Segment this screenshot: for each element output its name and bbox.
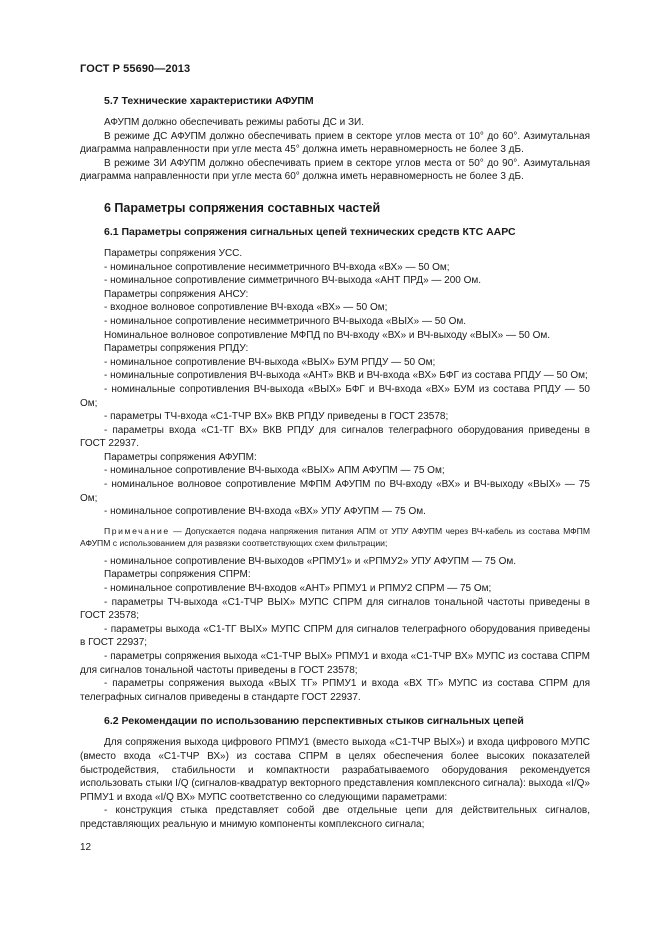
note-text: — Допускается подача напряжения питания АПМ от УПУ АФУПМ через ВЧ-кабель из состава МФПМ АФУПМ с использованием для развязки соответствующих схем фильтрации;	[80, 525, 590, 548]
paragraph: - номинальное волновое сопротивление МФПМ АФУПМ по ВЧ-входу «ВХ» и ВЧ-выходу «ВЫХ» — 75 Ом;	[80, 479, 590, 504]
paragraph: - номинальное сопротивление ВЧ-выхода «ВЫХ» АПМ АФУПМ — 75 Ом;	[104, 465, 445, 477]
paragraph: Параметры сопряжения СПРМ:	[104, 569, 251, 581]
note-label: Примечание	[104, 525, 170, 536]
paragraph: Номинальное волновое сопротивление МФПД по ВЧ-входу «ВХ» и ВЧ-выходу «ВЫХ» — 50 Ом.	[104, 329, 551, 341]
section-6-2-body	[80, 736, 590, 831]
section-6-1-body-a	[80, 247, 590, 519]
paragraph: - номинальное сопротивление ВЧ-входа «ВХ» УПУ АФУПМ — 75 Ом.	[104, 506, 426, 518]
paragraph: - номинальное сопротивление ВЧ-входов «АНТ» РПМУ1 и РПМУ2 СПРМ — 75 Ом;	[104, 583, 492, 595]
paragraph: - номинальное сопротивление несимметричного ВЧ-входа «ВХ» — 50 Ом;	[104, 261, 450, 273]
section-6-2-heading: 6.2 Рекомендации по использованию перспективных стыков сигнальных цепей	[104, 715, 524, 728]
paragraph: - номинальное сопротивление симметричного ВЧ-выхода «АНТ ПРД» — 200 Ом.	[104, 275, 482, 287]
page-content	[80, 95, 590, 832]
paragraph: - параметры сопряжения выхода «ВЫХ ТГ» РПМУ1 и входа «ВХ ТГ» МУПС из состава СПРМ для телеграфных сигналов приведены в стандарте ГОСТ 22937.	[80, 678, 590, 703]
section-5-7-body	[80, 116, 590, 184]
section-6-1-body-b	[80, 555, 590, 705]
paragraph: Параметры сопряжения АНСУ:	[104, 288, 249, 300]
paragraph: - параметры ТЧ-входа «С1-ТЧР ВХ» ВКВ РПДУ приведены в ГОСТ 23578;	[104, 411, 449, 423]
paragraph: - параметры входа «С1-ТГ ВХ» ВКВ РПДУ для сигналов телеграфного оборудования приведены в ГОСТ 22937.	[80, 424, 590, 450]
standard-header: ГОСТ Р 55690—2013	[80, 63, 191, 75]
paragraph: АФУПМ должно обеспечивать режимы работы ДС и ЗИ.	[104, 117, 364, 128]
paragraph: В режиме ЗИ АФУПМ должно обеспечивать прием в секторе углов места от 50° до 90°. Азимутальная диаграмма направленности при угле места 60° должна иметь неравномерность не более 3 дБ.	[80, 157, 590, 183]
paragraph: Параметры сопряжения РПДУ:	[104, 343, 249, 355]
paragraph: В режиме ДС АФУПМ должно обеспечивать прием в секторе углов места от 10° до 60°. Азимутальная диаграмма направленности при угле места 45° должна иметь неравномерность не более 3 дБ.	[80, 130, 590, 156]
paragraph: Параметры сопряжения УСС.	[104, 247, 243, 259]
section-6-heading: 6 Параметры сопряжения составных частей	[104, 200, 381, 215]
paragraph: - номинальное сопротивление ВЧ-выходов «РПМУ1» и «РПМУ2» УПУ АФУПМ — 75 Ом.	[104, 555, 517, 567]
paragraph: - входное волновое сопротивление ВЧ-входа «ВХ» — 50 Ом;	[104, 302, 388, 314]
paragraph: Параметры сопряжения АФУПМ:	[104, 451, 257, 463]
paragraph: - номинальные сопротивления ВЧ-выхода «ВЫХ» БФГ и ВЧ-входа «ВХ» БУМ из состава РПДУ — 50 Ом;	[80, 383, 590, 409]
paragraph: - параметры сопряжения выхода «С1-ТЧР ВЫХ» РПМУ1 и входа «С1-ТЧР ВХ» МУПС из состава СПРМ для сигналов тональной частоты приведены в ГОСТ 23578;	[80, 651, 590, 676]
paragraph: - конструкция стыка представляет собой две отдельные цепи для действительных сигналов, представляющих реальную и мнимую компоненты комплексного сигнала;	[80, 805, 590, 830]
paragraph: Для сопряжения выхода цифрового РПМУ1 (вместо выхода «С1-ТЧР ВЫХ») и входа цифрового МУПС (вместо входа «С1-ТЧР ВХ») из состава СПРМ в целях обеспечения более высоких показателей быстродействия, стабильности и компактности разрабатываемого оборудования рекомендуется использовать стыки I/Q (сигналов-квадратур векторного представления комплексного сигнала): выхода «I/Q» РПМУ1 и входа «I/Q ВХ» МУПС соответственно со следующими параметрами:	[80, 737, 590, 803]
paragraph: - номинальное сопротивление несимметричного ВЧ-выхода «ВЫХ» — 50 Ом.	[104, 315, 467, 327]
note	[80, 525, 590, 549]
section-5-7-heading: 5.7 Технические характеристики АФУПМ	[104, 95, 314, 107]
section-6-1-heading: 6.1 Параметры сопряжения сигнальных цепей технических средств КТС ААРС	[104, 225, 516, 238]
paragraph: - номинальное сопротивление ВЧ-выхода «ВЫХ» БУМ РПДУ — 50 Ом;	[104, 356, 436, 368]
paragraph: - параметры выхода «С1-ТГ ВЫХ» МУПС СПРМ для сигналов телеграфного оборудования приведены в ГОСТ 22937;	[80, 623, 590, 649]
page-number: 12	[80, 842, 92, 853]
paragraph: - номинальные сопротивления ВЧ-выхода «АНТ» ВКВ и ВЧ-входа «ВХ» БФГ из состава РПДУ — 50 Ом;	[104, 370, 588, 382]
paragraph: - параметры ТЧ-выхода «С1-ТЧР ВЫХ» МУПС СПРМ для сигналов тональной частоты приведены в ГОСТ 23578;	[80, 596, 590, 622]
